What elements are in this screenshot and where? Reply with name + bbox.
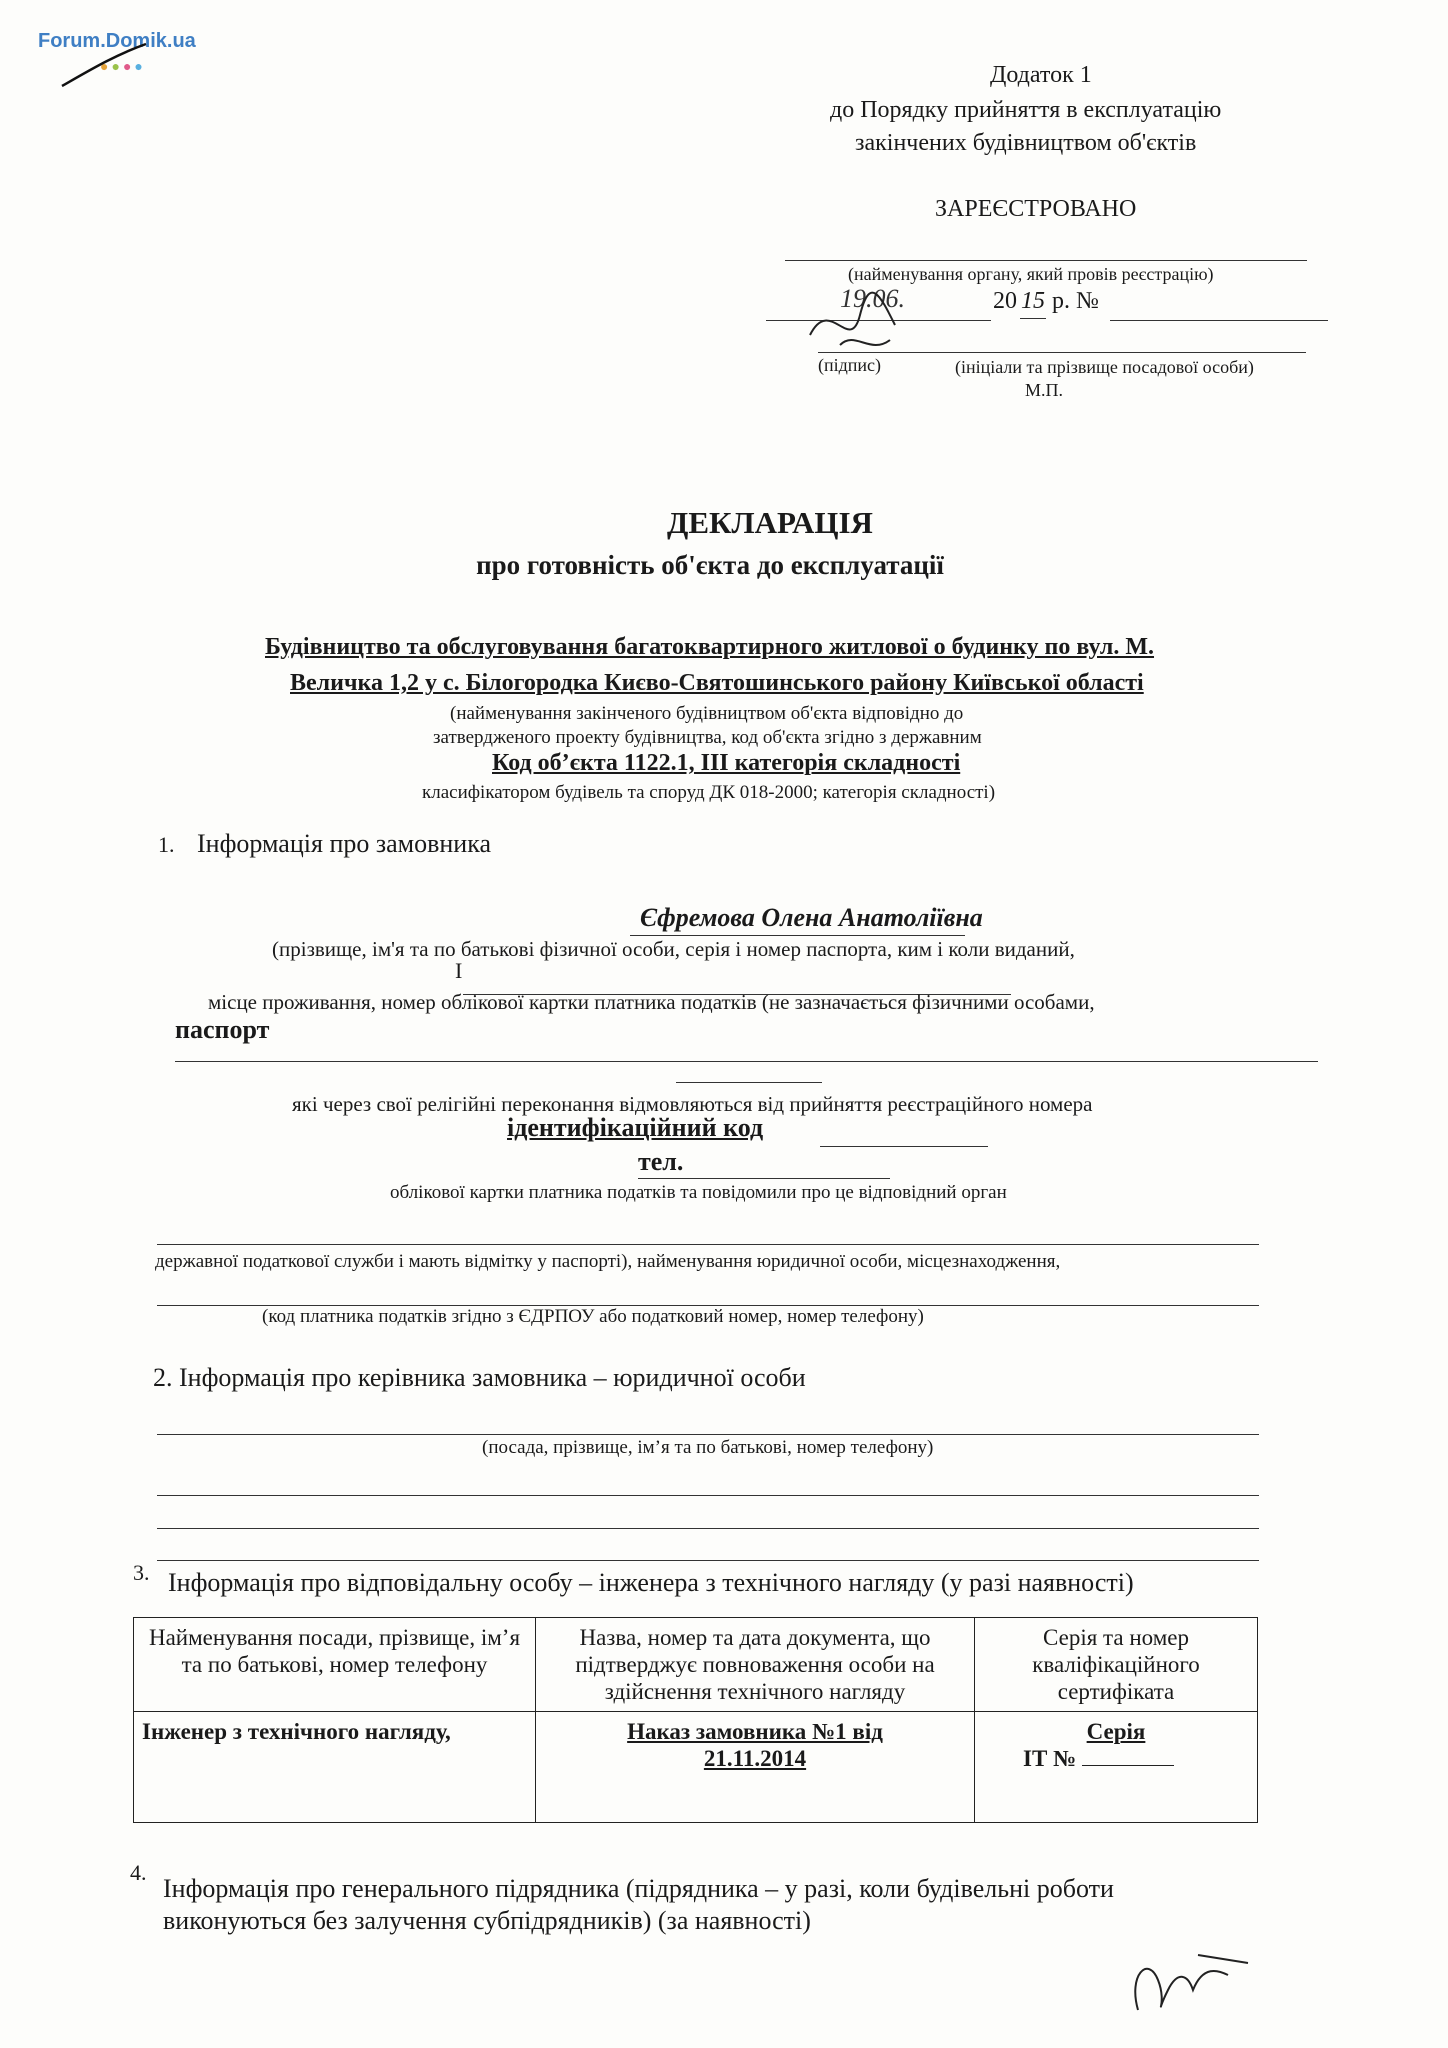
object-code: Код об’єкта 1122.1, ІІІ категорія складності — [492, 750, 961, 776]
header-document: Назва, номер та дата документа, що підтверджує повноваження особи на здійснення технічного нагляду — [536, 1618, 975, 1712]
id-code-label: ідентифікаційний код — [507, 1113, 764, 1142]
manager-line1 — [157, 1434, 1259, 1435]
document-line2: 21.11.2014 — [703, 1746, 807, 1771]
cell-position: Інженер з технічного нагляду, — [134, 1712, 536, 1823]
manager-line2 — [157, 1495, 1259, 1496]
phone-line — [638, 1178, 890, 1179]
section1-number: 1. — [158, 832, 175, 857]
registration-signature-icon — [800, 285, 910, 365]
header-certificate: Серія та номер кваліфікаційного сертифіката — [975, 1618, 1258, 1712]
object-caption2: затвердженого проекту будівництва, код об'єкта згідно з державним — [433, 727, 982, 748]
signature-line — [818, 352, 1306, 353]
customer-name-line — [630, 935, 965, 936]
certificate-number — [983, 1745, 1249, 1772]
manager-line4 — [157, 1560, 1259, 1561]
manager-line3 — [157, 1528, 1259, 1529]
signature-caption: (підпис) — [818, 355, 882, 375]
section2-heading: 2. Інформація про керівника замовника – юридичної особи — [153, 1363, 806, 1392]
year-prefix: 20 — [993, 288, 1017, 314]
section1-heading: Інформація про замовника — [197, 829, 491, 858]
customer-caption6: (код платника податків згідно з ЄДРПОУ або податковий номер, номер телефону) — [262, 1306, 924, 1327]
appendix-label: Додаток 1 — [990, 62, 1092, 88]
forum-watermark: Forum.Domik.ua — [38, 30, 196, 52]
year-tail: р. № — [1052, 288, 1099, 314]
manager-caption: (посада, прізвище, ім’я та по батькові, номер телефону) — [482, 1437, 934, 1458]
passport-line — [175, 1061, 1318, 1062]
customer-caption2: місце проживання, номер облікової картки платника податків (не зазначається фізичними особами, — [208, 990, 1095, 1014]
passport-short-line — [676, 1082, 822, 1083]
page-signature-icon — [1108, 1935, 1258, 2025]
registration-number-line — [1110, 320, 1328, 321]
customer-mark: І — [455, 958, 463, 983]
section3-number: 3. — [133, 1560, 150, 1585]
section4-number: 4. — [130, 1860, 147, 1885]
table-header-row — [134, 1618, 1258, 1712]
certificate-series: Серія — [1086, 1719, 1146, 1744]
document-subtitle: про готовність об'єкта до експлуатації — [476, 550, 944, 580]
cell-certificate — [975, 1712, 1258, 1823]
document-title: ДЕКЛАРАЦІЯ — [667, 505, 873, 540]
supervision-table — [133, 1617, 1258, 1823]
object-name-line2: Величка 1,2 у с. Білогородка Києво-Святошинського району Київської області — [290, 670, 1144, 696]
section4-line1: Інформація про генерального підрядника (підрядника – у разі, коли будівельні роботи — [163, 1874, 1114, 1903]
year-suffix-line — [1020, 318, 1046, 319]
registration-date: 19.06. — [840, 284, 905, 313]
year-suffix: 15 — [1021, 288, 1045, 314]
official-caption: (ініціали та прізвище посадової особи) — [955, 357, 1254, 377]
cell-document — [536, 1712, 975, 1823]
customer-name: Єфремова Олена Анатоліївна — [640, 903, 983, 932]
document-line1: Наказ замовника №1 від — [627, 1719, 883, 1744]
object-caption1: (найменування закінченого будівництвом об'єкта відповідно до — [450, 703, 964, 724]
phone-label: тел. — [638, 1147, 684, 1176]
watermark-dots: ●●●● — [100, 60, 146, 75]
pen-stroke-mark — [60, 40, 150, 90]
section3-heading: Інформація про відповідальну особу – інженера з технічного нагляду (у разі наявності) — [168, 1568, 1134, 1597]
table-row — [134, 1712, 1258, 1823]
customer-line2 — [157, 1244, 1259, 1245]
appendix-line3: закінчених будівництвом об'єктів — [855, 130, 1197, 156]
certificate-number-label: ІТ № — [1023, 1746, 1077, 1771]
appendix-line2: до Порядку прийняття в експлуатацію — [830, 97, 1222, 123]
object-caption3: класифікатором будівель та споруд ДК 018-2000; категорія складності) — [422, 782, 996, 803]
section4-line2: виконуються без залучення субпідрядників) (за наявності) — [163, 1906, 811, 1935]
registered-label: ЗАРЕЄСТРОВАНО — [935, 196, 1137, 222]
stamp-label: М.П. — [1025, 380, 1064, 400]
customer-caption1: (прізвище, ім'я та по батькові фізичної особи, серія і номер паспорта, ким і коли виданий, — [272, 937, 1075, 961]
customer-caption4: облікової картки платника податків та повідомили про це відповідний орган — [390, 1182, 1007, 1203]
organ-caption: (найменування органу, який провів реєстрацію) — [848, 264, 1214, 284]
organ-line — [785, 260, 1307, 261]
customer-caption5: державної податкової служби і мають відмітку у паспорті), найменування юридичної особи, місцезнаходження, — [155, 1251, 1061, 1272]
customer-caption3: які через свої релігійні переконання відмовляються від прийняття реєстраційного номера — [292, 1092, 1093, 1116]
object-name-line1: Будівництво та обслуговування багатоквартирного житлової о будинку по вул. М. — [265, 634, 1155, 660]
passport-label: паспорт — [175, 1015, 270, 1044]
certificate-number-line — [1082, 1765, 1174, 1766]
header-position: Найменування посади, прізвище, ім’я та по батькові, номер телефону — [134, 1618, 536, 1712]
id-code-line — [820, 1146, 988, 1147]
